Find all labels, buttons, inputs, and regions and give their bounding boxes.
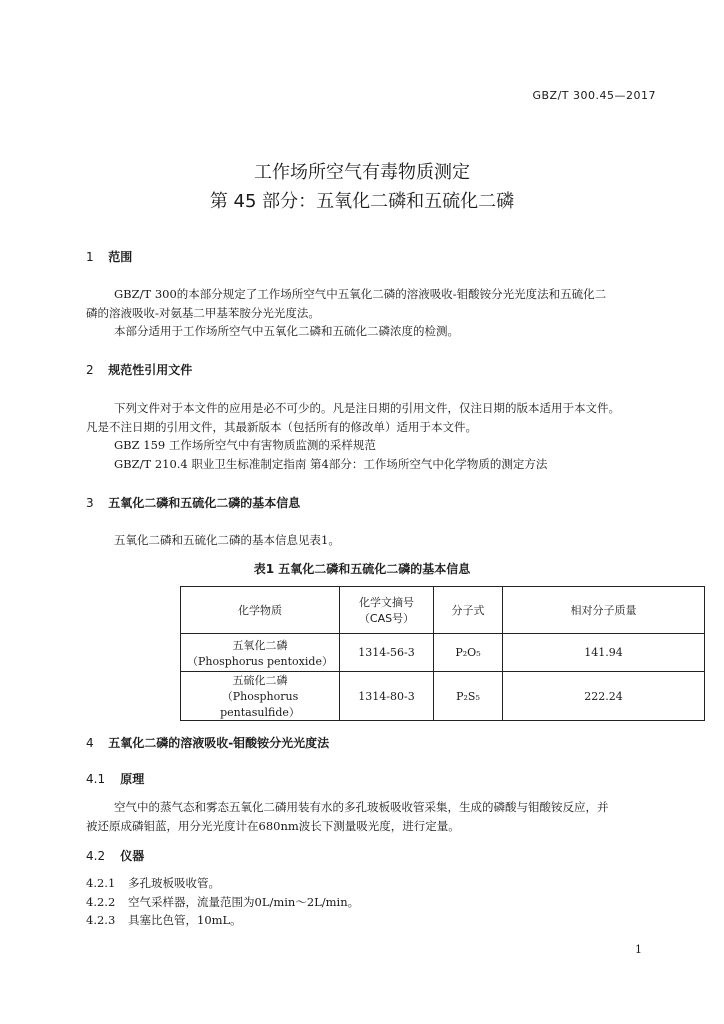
- column-header: [340, 587, 434, 634]
- reference-item: GBZ 159 工作场所空气中有害物质监测的采样规范: [114, 438, 376, 452]
- cas-number-cell: 1314-80-3: [340, 672, 434, 721]
- subsection-title: 原理: [120, 772, 145, 786]
- paragraph: 磷的溶液吸收-对氨基二甲基苯胺分光光度法。: [86, 306, 320, 320]
- molecular-weight-cell: 141.94: [503, 634, 705, 672]
- item-number: 4.2.1: [86, 876, 116, 890]
- formula-cell: P₂O₅: [434, 634, 503, 672]
- column-header-line: 化学文摘号: [359, 596, 414, 609]
- chemical-name-cell: [181, 672, 340, 721]
- section-title: 规范性引用文件: [108, 363, 193, 377]
- chemical-name-cn: 五硫化二磷: [232, 674, 288, 687]
- table-header-row: [181, 587, 705, 634]
- section-3-heading: [86, 494, 300, 511]
- document-title-line1: 工作场所空气有毒物质测定: [254, 162, 470, 183]
- column-header: 分子式: [434, 587, 503, 634]
- page-number: 1: [635, 943, 642, 956]
- standard-number: GBZ/T 300.45—2017: [532, 89, 656, 102]
- column-header: 化学物质: [181, 587, 340, 634]
- table-caption: 表1 五氧化二磷和五硫化二磷的基本信息: [253, 562, 471, 576]
- section-title: 五氧化二磷和五硫化二磷的基本信息: [108, 496, 301, 510]
- formula-cell: P₂S₅: [434, 672, 503, 721]
- list-item: [86, 911, 242, 930]
- section-2-heading: [86, 361, 192, 378]
- section-4-heading: [86, 734, 329, 751]
- basic-info-table: [180, 586, 705, 721]
- list-item: [86, 874, 220, 893]
- reference-item: GBZ/T 210.4 职业卫生标准制定指南 第4部分：工作场所空气中化学物质的测定方法: [114, 457, 548, 471]
- column-header: 相对分子质量: [503, 587, 705, 634]
- paragraph: 被还原成磷钼蓝，用分光光度计在680nm波长下测量吸光度，进行定量。: [86, 819, 460, 833]
- table-row: [181, 672, 705, 721]
- molecular-weight-cell: 222.24: [503, 672, 705, 721]
- section-title: 范围: [108, 250, 133, 264]
- item-text: 空气采样器，流量范围为0L/min～2L/min。: [128, 895, 360, 909]
- paragraph: 本部分适用于工作场所空气中五氧化二磷和五硫化二磷浓度的检测。: [114, 324, 459, 338]
- item-number: 4.2.3: [86, 913, 116, 927]
- subsection-4-1-heading: [86, 770, 144, 787]
- item-number: 4.2.2: [86, 895, 116, 909]
- paragraph: 空气中的蒸气态和雾态五氧化二磷用装有水的多孔玻板吸收管采集，生成的磷酸与钼酸铵反应，并: [114, 800, 609, 814]
- chemical-name-cn: 五氧化二磷: [232, 638, 288, 652]
- section-number: 3: [86, 496, 94, 510]
- document-title-line2: 第 45 部分：五氧化二磷和五硫化二磷: [209, 191, 515, 212]
- section-number: 2: [86, 363, 94, 377]
- chemical-name-en: （Phosphorus pentasulfide）: [220, 690, 300, 719]
- item-text: 具塞比色管，10mL。: [128, 913, 242, 927]
- subsection-number: 4.1: [86, 772, 106, 786]
- table-row: [181, 634, 705, 672]
- paragraph: GBZ/T 300的本部分规定了工作场所空气中五氧化二磷的溶液吸收-钼酸铵分光光度法和五硫化二: [114, 287, 607, 301]
- paragraph: 下列文件对于本文件的应用是必不可少的。凡是注日期的引用文件，仅注日期的版本适用于本文件。: [114, 401, 620, 415]
- subsection-number: 4.2: [86, 849, 106, 863]
- subsection-4-2-heading: [86, 847, 144, 864]
- section-number: 4: [86, 736, 94, 750]
- subsection-title: 仪器: [120, 849, 145, 863]
- paragraph: 凡是不注日期的引用文件，其最新版本（包括所有的修改单）适用于本文件。: [86, 420, 477, 434]
- chemical-name-en: （Phosphorus pentoxide）: [187, 654, 333, 668]
- cas-number-cell: 1314-56-3: [340, 634, 434, 672]
- column-header-line: （CAS号）: [358, 612, 415, 625]
- item-text: 多孔玻板吸收管。: [128, 876, 220, 890]
- section-1-heading: [86, 248, 132, 265]
- list-item: [86, 893, 359, 912]
- paragraph: 五氧化二磷和五硫化二磷的基本信息见表1。: [114, 533, 340, 547]
- section-number: 1: [86, 250, 94, 264]
- chemical-name-cell: [181, 634, 340, 672]
- section-title: 五氧化二磷的溶液吸收-钼酸铵分光光度法: [108, 736, 330, 750]
